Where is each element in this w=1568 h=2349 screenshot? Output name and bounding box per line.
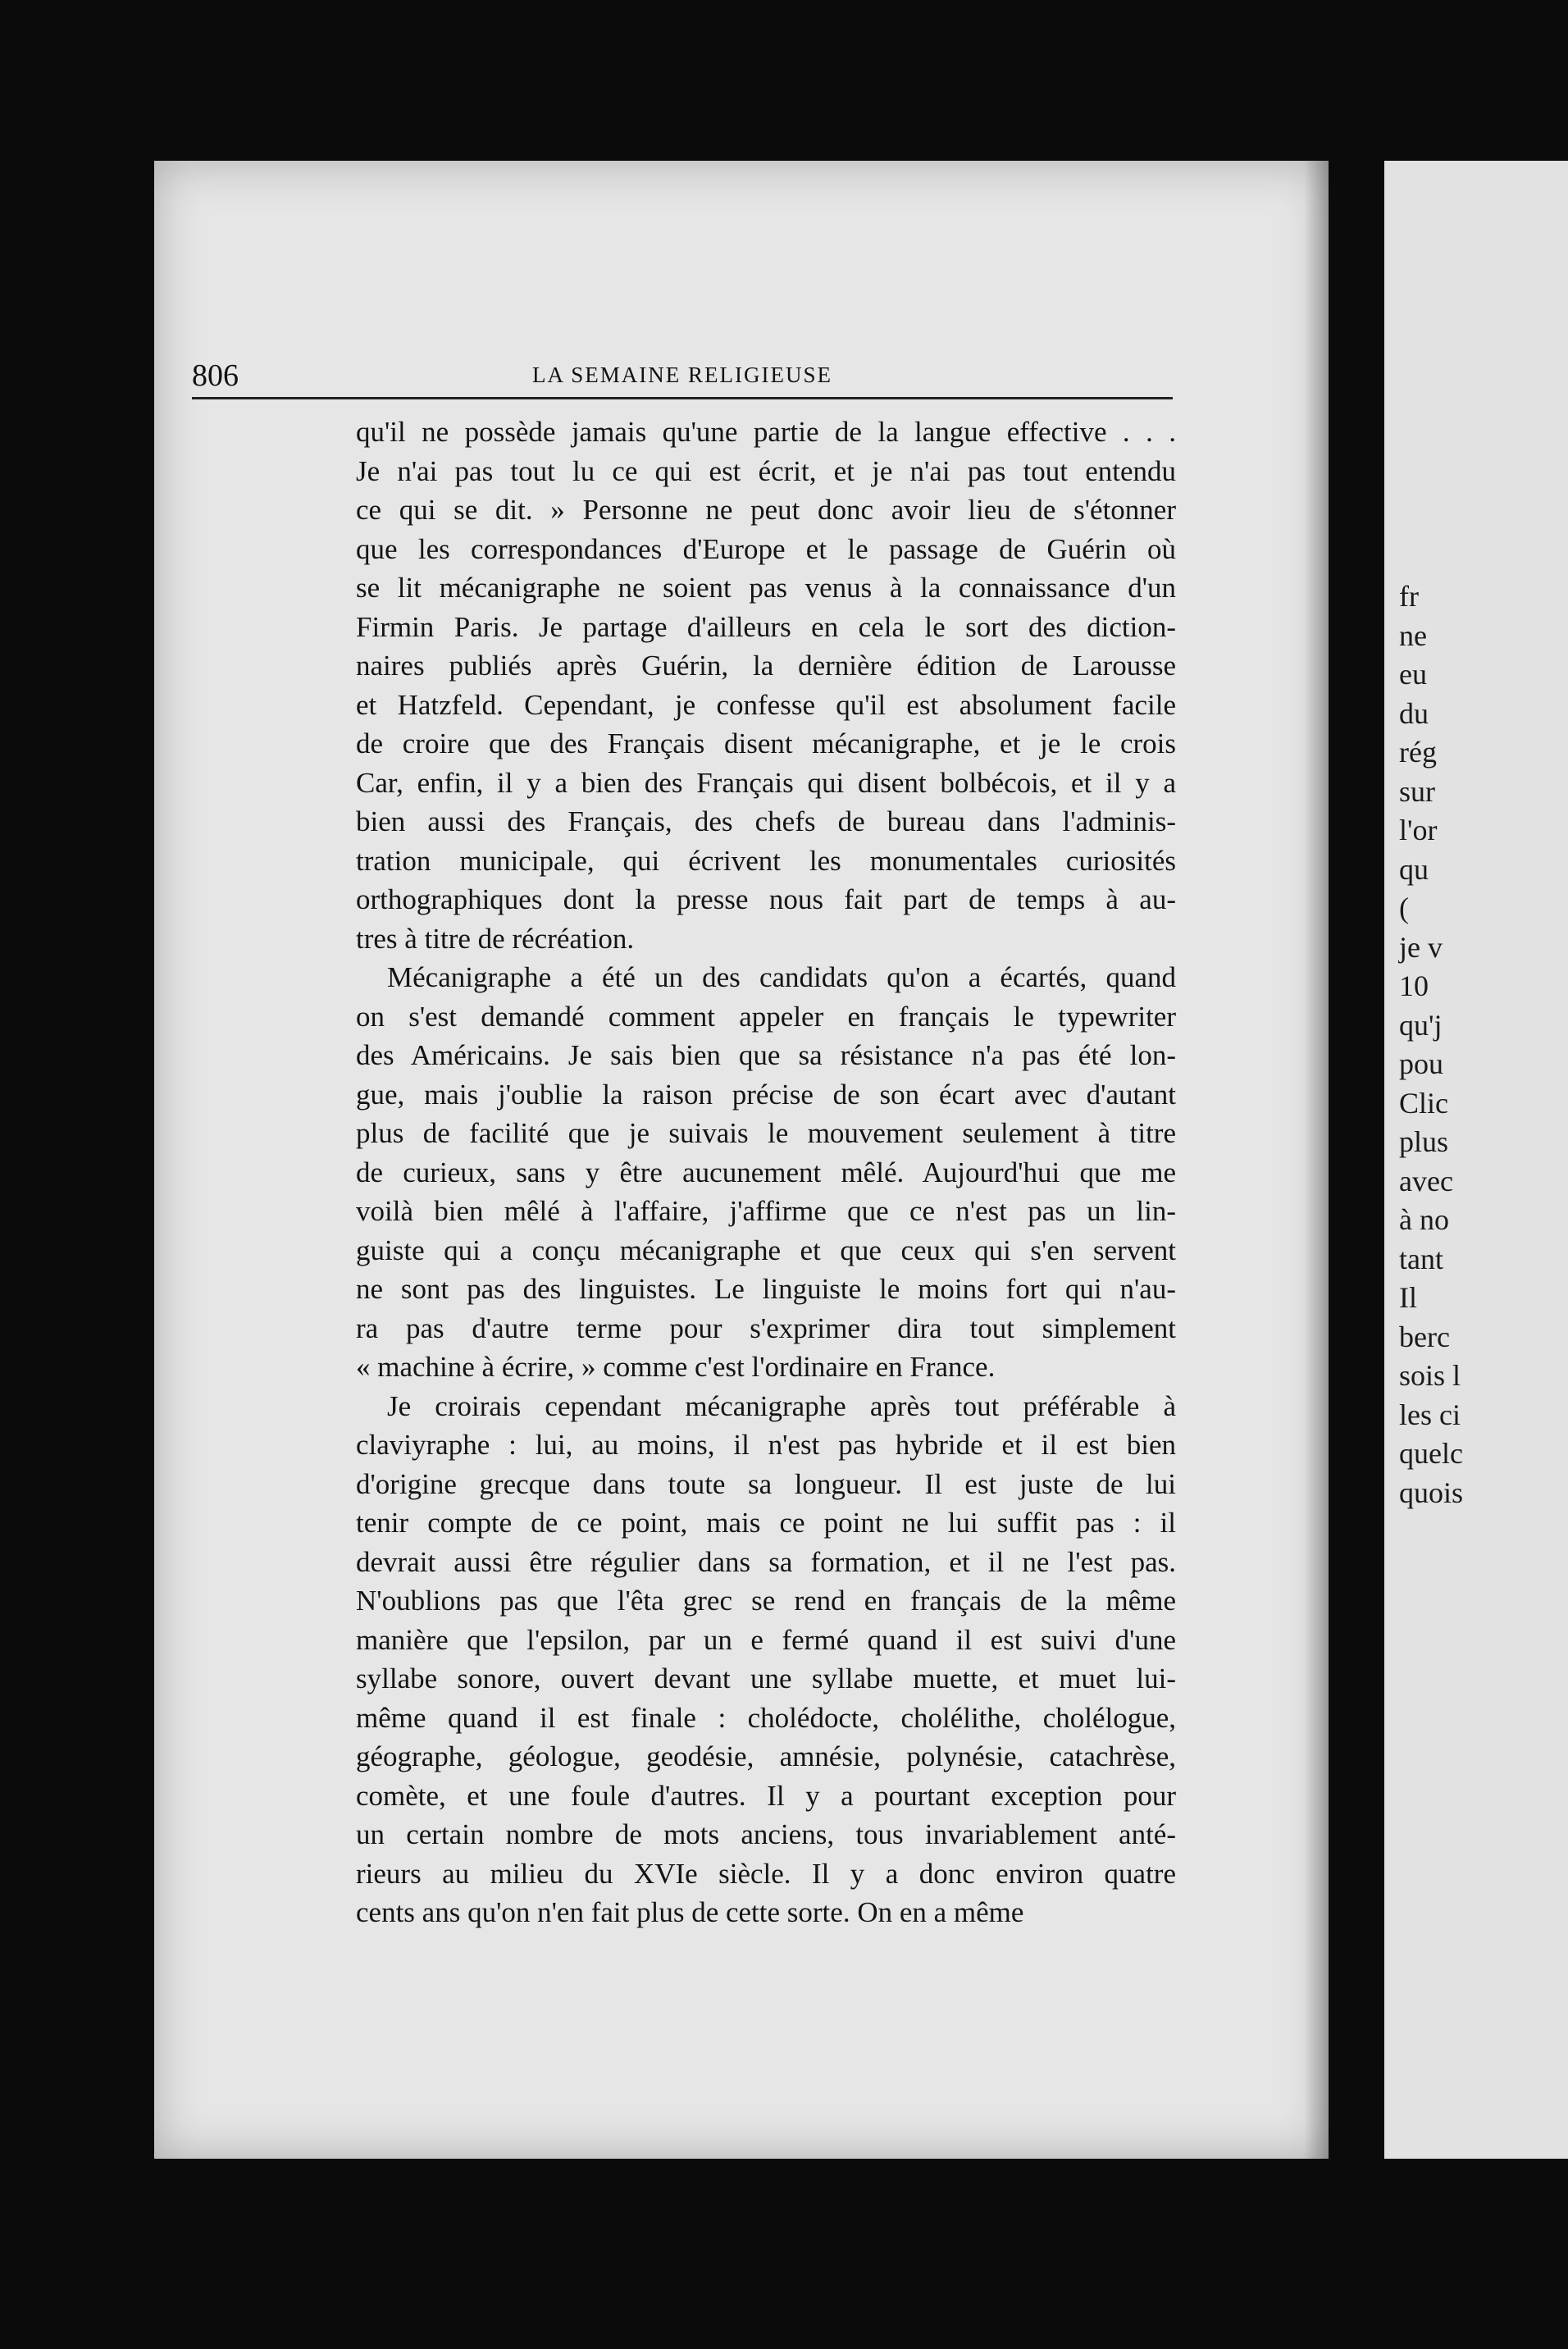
- adjacent-fragment: qu: [1399, 852, 1429, 886]
- adjacent-fragment: Il: [1399, 1281, 1417, 1314]
- text-line: gue, mais j'oublie la raison précise de son écart avec d'autant: [356, 1078, 1176, 1111]
- text-line: plus de facilité que je suivais le mouvement seulement à titre: [356, 1117, 1176, 1149]
- running-head: [192, 358, 1173, 397]
- adjacent-fragment: tant: [1399, 1242, 1443, 1275]
- text-line: que les correspondances d'Europe et le passage de Guérin où: [356, 532, 1176, 565]
- text-line: ra pas d'autre terme pour s'exprimer dira tout simplement: [356, 1311, 1176, 1344]
- text-line: d'origine grecque dans toute sa longueur. Il est juste de lui: [356, 1467, 1176, 1500]
- adjacent-fragment: Clic: [1399, 1086, 1448, 1120]
- header-rule: [192, 397, 1173, 399]
- text-line: guiste qui a conçu mécanigraphe et que ceux qui s'en servent: [356, 1234, 1176, 1266]
- body-text: [356, 413, 1176, 1932]
- text-line: devrait aussi être régulier dans sa formation, et il ne l'est pas.: [356, 1545, 1176, 1578]
- text-line: bien aussi des Français, des chefs de bureau dans l'adminis-: [356, 805, 1176, 837]
- text-line: Firmin Paris. Je partage d'ailleurs en cela le sort des diction-: [356, 610, 1176, 643]
- adjacent-fragment: pou: [1399, 1047, 1443, 1080]
- adjacent-page-text: [1399, 577, 1463, 1512]
- text-line: « machine à écrire, » comme c'est l'ordinaire en France.: [356, 1351, 996, 1383]
- text-line: Je n'ai pas tout lu ce qui est écrit, et je n'ai pas tout entendu: [356, 454, 1176, 487]
- adjacent-fragment: (: [1399, 892, 1409, 924]
- text-line: syllabe sonore, ouvert devant une syllabe muette, et muet lui-: [356, 1663, 1176, 1694]
- text-line: Je croirais cependant mécanigraphe après tout préférable à: [387, 1389, 1176, 1422]
- text-line: ne sont pas des linguistes. Le linguiste le moins fort qui n'au-: [356, 1273, 1176, 1305]
- adjacent-fragment: quelc: [1399, 1437, 1463, 1470]
- text-line: manière que l'epsilon, par un e fermé quand il est suivi d'une: [356, 1623, 1176, 1656]
- text-line: de croire que des Français disent mécanigraphe, et je le crois: [356, 728, 1176, 759]
- adjacent-fragment: plus: [1399, 1125, 1449, 1158]
- text-line: qu'il ne possède jamais qu'une partie de la langue effective . . .: [356, 416, 1176, 448]
- journal-title: LA SEMAINE RELIGIEUSE: [532, 363, 832, 387]
- adjacent-fragment: rég: [1399, 736, 1437, 769]
- text-line: cents ans qu'on n'en fait plus de cette sorte. On en a même: [356, 1896, 1024, 1928]
- text-line: et Hatzfeld. Cependant, je confesse qu'il est absolument facile: [356, 688, 1176, 721]
- adjacent-fragment: sur: [1399, 774, 1435, 808]
- text-line: même quand il est finale : cholédocte, cholélithe, cholélogue,: [356, 1701, 1176, 1734]
- adjacent-fragment: du: [1399, 696, 1429, 730]
- text-line: rieurs au milieu du XVIe siècle. Il y a donc environ quatre: [356, 1857, 1176, 1890]
- text-line: Car, enfin, il y a bien des Français qui disent bolbécois, et il y a: [356, 766, 1176, 799]
- text-line: de curieux, sans y être aucunement mêlé. Aujourd'hui que me: [356, 1156, 1176, 1188]
- text-line: claviyraphe : lui, au moins, il n'est pas hybride et il est bien: [356, 1429, 1176, 1461]
- adjacent-fragment: fr: [1399, 580, 1419, 613]
- adjacent-fragment: avec: [1399, 1164, 1453, 1197]
- adjacent-fragment: ne: [1399, 618, 1427, 652]
- text-line: ce qui se dit. » Personne ne peut donc avoir lieu de s'étonner: [356, 494, 1176, 526]
- text-line: orthographiques dont la presse nous fait part de temps à au-: [356, 883, 1176, 915]
- text-line: Mécanigraphe a été un des candidats qu'on a écartés, quand: [387, 961, 1176, 993]
- text-line: on s'est demandé comment appeler en français le typewriter: [356, 1000, 1176, 1033]
- adjacent-page: [1384, 161, 1568, 2159]
- adjacent-fragment: qu'j: [1399, 1008, 1443, 1042]
- text-line: naires publiés après Guérin, la dernière édition de Larousse: [356, 650, 1176, 682]
- page-number: 806: [192, 358, 239, 393]
- text-line: des Américains. Je sais bien que sa résistance n'a pas été lon-: [356, 1039, 1176, 1071]
- text-line: un certain nombre de mots anciens, tous invariablement anté-: [356, 1818, 1176, 1850]
- adjacent-fragment: berc: [1399, 1320, 1450, 1353]
- adjacent-fragment: quois: [1399, 1476, 1464, 1509]
- adjacent-fragment: 10: [1399, 969, 1429, 1002]
- adjacent-fragment: à no: [1399, 1203, 1449, 1236]
- adjacent-fragment: je v: [1399, 930, 1443, 964]
- text-line: comète, et une foule d'autres. Il y a pourtant exception pour: [356, 1779, 1176, 1812]
- text-line: se lit mécanigraphe ne soient pas venus à la connaissance d'un: [356, 572, 1176, 604]
- text-line: tres à titre de récréation.: [356, 922, 635, 955]
- text-line: géographe, géologue, geodésie, amnésie, polynésie, catachrèse,: [356, 1740, 1176, 1772]
- text-line: voilà bien mêlé à l'affaire, j'affirme que ce n'est pas un lin-: [356, 1195, 1176, 1227]
- text-line: tenir compte de ce point, mais ce point ne lui suffit pas : il: [356, 1507, 1176, 1539]
- text-line: N'oublions pas que l'êta grec se rend en français de la même: [356, 1585, 1176, 1617]
- adjacent-fragment: sois l: [1399, 1359, 1461, 1392]
- adjacent-fragment: eu: [1399, 658, 1427, 691]
- text-line: tration municipale, qui écrivent les monumentales curiosités: [356, 844, 1176, 877]
- adjacent-fragment: l'or: [1399, 814, 1438, 846]
- adjacent-fragment: les ci: [1399, 1398, 1461, 1431]
